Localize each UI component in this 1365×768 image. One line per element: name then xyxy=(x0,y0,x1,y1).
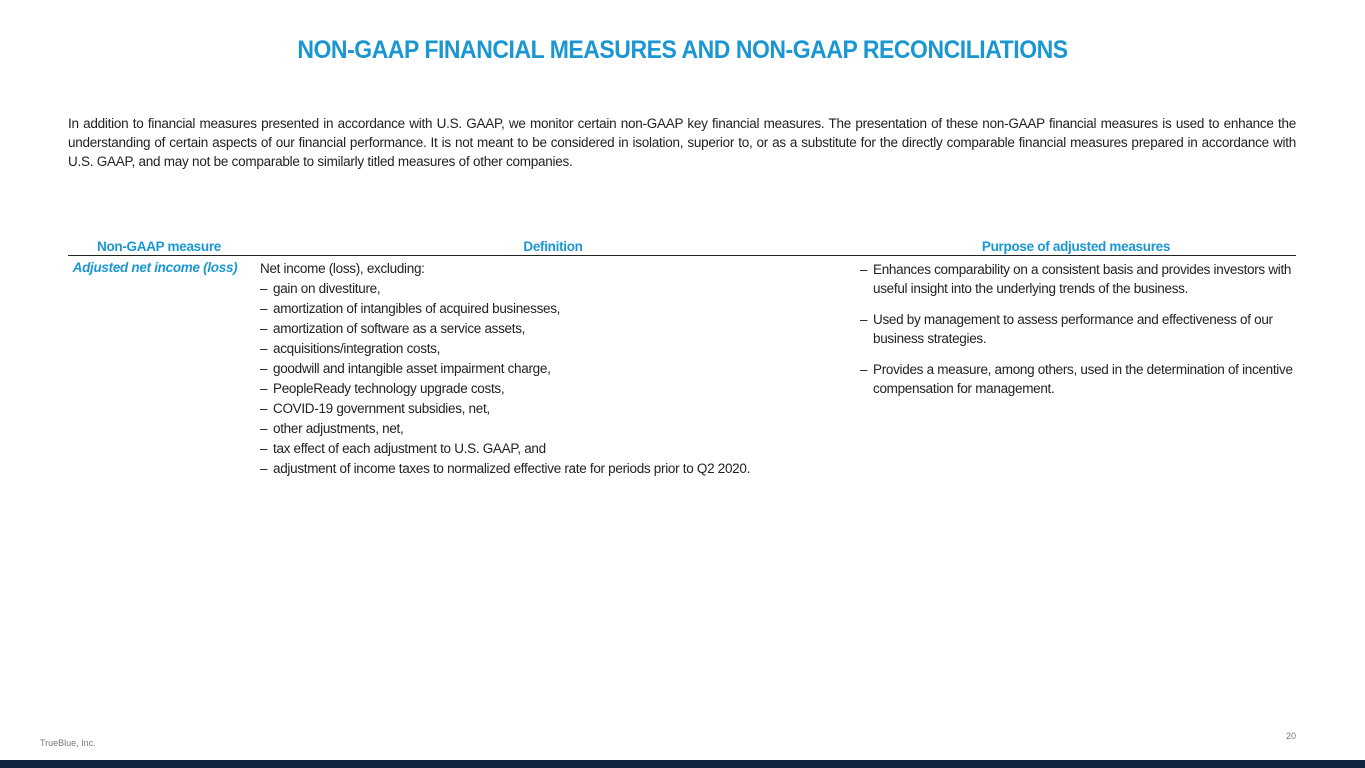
definition-item-text: tax effect of each adjustment to U.S. GAAP, and xyxy=(273,441,546,456)
purpose-item xyxy=(860,360,1296,398)
non-gaap-table xyxy=(68,235,1296,479)
dash-bullet: – xyxy=(260,461,268,476)
definition-item xyxy=(260,439,856,459)
definition-item-text: adjustment of income taxes to normalized effective rate for periods prior to Q2 2020. xyxy=(273,461,751,476)
definition-item xyxy=(260,419,856,439)
page-number: 20 xyxy=(1286,731,1297,741)
dash-bullet: – xyxy=(260,301,268,316)
dash-bullet: – xyxy=(860,262,868,277)
header-definition: Definition xyxy=(523,239,583,254)
table-row xyxy=(68,256,1296,479)
purpose-item xyxy=(860,260,1296,298)
dash-bullet: – xyxy=(260,401,268,416)
dash-bullet: – xyxy=(260,321,268,336)
definition-item xyxy=(260,339,856,359)
purpose-list xyxy=(860,260,1296,398)
definition-intro: Net income (loss), excluding: xyxy=(260,261,425,276)
purpose-item-text: Enhances comparability on a consistent basis and provides investors with useful insight into the underlying trends of the business. xyxy=(873,262,1292,296)
definition-item-text: COVID-19 government subsidies, net, xyxy=(273,401,490,416)
purpose-cell xyxy=(856,259,1296,479)
definition-cell xyxy=(250,259,856,479)
bottom-bar xyxy=(0,760,1365,768)
measure-name: Adjusted net income (loss) xyxy=(72,260,238,275)
table-header xyxy=(68,235,1296,256)
dash-bullet: – xyxy=(260,421,268,436)
definition-item xyxy=(260,299,856,319)
intro-paragraph: In addition to financial measures presented in accordance with U.S. GAAP, we monitor certain non-GAAP key financial measures. The presentation of these non-GAAP financial measures is used to enhance the understanding of certain aspects of our financial performance. It is not meant to be considered in isolation, superior to, or as a substitute for the directly comparable financial measures prepared in accordance with U.S. GAAP, and may not be comparable to similarly titled measures of other companies. xyxy=(68,116,1296,169)
purpose-item-text: Used by management to assess performance and effectiveness of our business strategies. xyxy=(873,312,1273,346)
dash-bullet: – xyxy=(860,312,868,327)
definition-item xyxy=(260,359,856,379)
dash-bullet: – xyxy=(260,341,268,356)
dash-bullet: – xyxy=(260,361,268,376)
definition-item xyxy=(260,459,856,479)
page-title: NON-GAAP FINANCIAL MEASURES AND NON-GAAP RECONCILIATIONS xyxy=(297,36,1068,64)
definition-item-text: gain on divestiture, xyxy=(273,281,381,296)
definition-item-text: amortization of software as a service assets, xyxy=(273,321,526,336)
header-purpose: Purpose of adjusted measures xyxy=(981,239,1171,254)
definition-item-text: goodwill and intangible asset impairment charge, xyxy=(273,361,551,376)
definition-item-text: amortization of intangibles of acquired businesses, xyxy=(273,301,561,316)
definition-item xyxy=(260,379,856,399)
definition-item-text: acquisitions/integration costs, xyxy=(273,341,441,356)
definition-item xyxy=(260,279,856,299)
definition-item xyxy=(260,399,856,419)
purpose-item-text: Provides a measure, among others, used in the determination of incentive compensation for management. xyxy=(873,362,1293,396)
definition-list xyxy=(260,279,856,479)
dash-bullet: – xyxy=(260,281,268,296)
dash-bullet: – xyxy=(860,362,868,377)
purpose-item xyxy=(860,310,1296,348)
definition-item-text: other adjustments, net, xyxy=(273,421,404,436)
definition-item-text: PeopleReady technology upgrade costs, xyxy=(273,381,505,396)
definition-item xyxy=(260,319,856,339)
header-measure: Non-GAAP measure xyxy=(97,239,221,254)
dash-bullet: – xyxy=(260,381,268,396)
footer-company: TrueBlue, Inc. xyxy=(40,738,96,748)
dash-bullet: – xyxy=(260,441,268,456)
